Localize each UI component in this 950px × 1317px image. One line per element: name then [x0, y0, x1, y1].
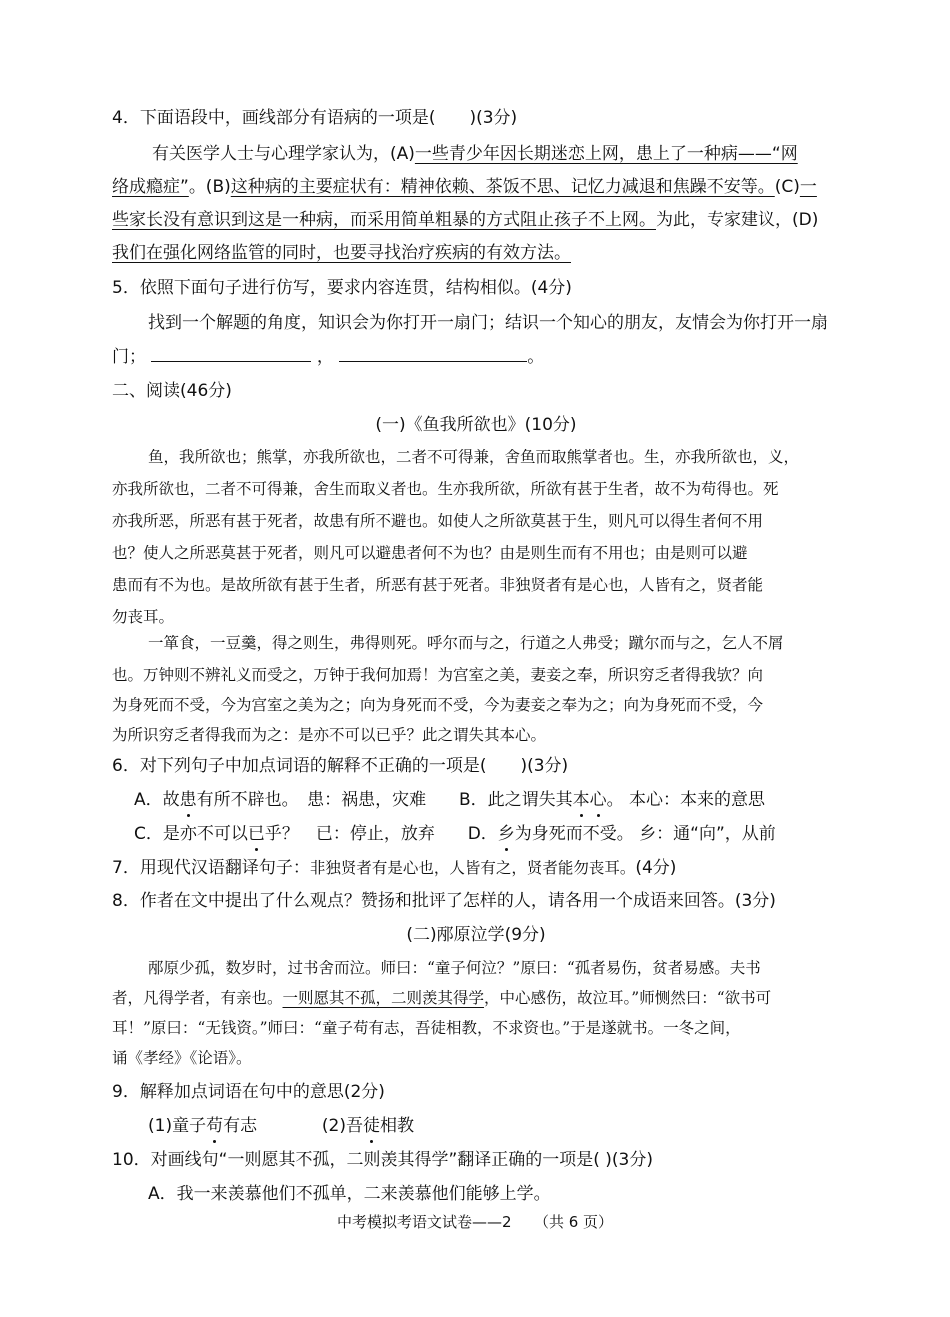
q6-options-row-1	[134, 788, 840, 812]
passage2-line: 诵《孝经》《论语》。	[112, 1049, 252, 1067]
q10-option-a[interactable]: A．我一来羡慕他们不孤单，二来羡慕他们能够上学。	[148, 1184, 551, 1204]
dotted-char: 本	[572, 790, 590, 810]
underlined-segment-c-cont: 些家长没有意识到这是一种病，而采用简单粗暴的方式阻止孩子不上网。	[112, 210, 656, 230]
q6-option-c[interactable]: C．是亦不可以已乎？ 已：停止，放弃	[134, 824, 435, 844]
q6-option-a[interactable]: A．故患有所不辟也。 患：祸患，灾难	[134, 790, 427, 810]
passage1-line: 一箪食，一豆羹，得之则生，弗得则死。呼尔而与之，行道之人弗受；蹴尔而与之，乞人不屑	[148, 634, 784, 652]
passage1-line: 也？使人之所恶莫甚于死者，则凡可以避患者何不为也？由是则生而有不用也；由是则可以避	[112, 544, 748, 562]
section-heading: 二、阅读(46分)	[112, 381, 232, 401]
q5-continuation: 门； ， 。	[112, 347, 545, 367]
passage2-title: (二)邴原泣学(9分)	[406, 925, 546, 945]
answer-blank-1[interactable]	[151, 345, 311, 362]
q4-paragraph-line-2: 络成瘾症”。(B)这种病的主要症状有：精神依赖、茶饭不思、记忆力减退和焦躁不安等。(C)一	[112, 177, 817, 197]
underlined-segment-b: 这种病的主要症状有：精神依赖、茶饭不思、记忆力减退和焦躁不安等。	[230, 177, 775, 197]
passage2-line: 邴原少孤，数岁时，过书舍而泣。师曰：“童子何泣？”原曰：“孤者易伤，贫者易感。夫书	[148, 959, 761, 977]
dotted-char: 苟	[206, 1116, 224, 1136]
q9-item-2: (2)吾徒相教	[321, 1116, 414, 1136]
passage1-line: 患而有不为也。是故所欲有甚于生者，所恶有甚于死者。非独贤者有是心也，人皆有之，贤者能	[112, 576, 764, 594]
q5-stem: 5．依照下面句子进行仿写，要求内容连贯，结构相似。(4分)	[112, 278, 572, 298]
dotted-char: 已	[247, 824, 265, 844]
passage1-line: 亦我所欲也，二者不可得兼，舍生而取义者也。生亦我所欲，所欲有甚于生者，故不为苟得也。死	[112, 480, 779, 498]
passage1-title: (一)《鱼我所欲也》(10分)	[375, 415, 577, 435]
q9-item-1: (1)童子苟有志	[148, 1116, 258, 1136]
passage2-line: 耳！”原曰：“无钱资。”师曰：“童子苟有志，吾徒相教，不求资也。”于是遂就书。一冬之间，	[112, 1019, 741, 1037]
page-footer: 中考模拟考语文试卷——2 （共 6 页）	[336, 1213, 614, 1231]
q9-stem: 9．解释加点词语在句中的意思(2分)	[112, 1082, 385, 1102]
passage1-line: 亦我所恶，所恶有甚于死者，故患有所不避也。如使人之所欲莫甚于生，则凡可以得生者何不用	[112, 512, 764, 530]
q6-option-b[interactable]: B．此之谓失其本心。 本心：本来的意思	[458, 790, 766, 810]
q10-stem: 10．对画线句“一则愿其不孤，二则羡其得学”翻译正确的一项是( )(3分)	[112, 1150, 653, 1170]
passage1-line: 为身死而不受，今为宫室之美为之；向为身死而不受，今为妻妾之奉为之；向为身死而不受，今	[112, 696, 764, 714]
passage1-line: 也。万钟则不辨礼义而受之，万钟于我何加焉！为宫室之美，妻妾之奉，所识穷乏者得我欤？向	[112, 666, 764, 684]
underlined-segment-a: 一些青少年因长期迷恋上网，患上了一种病——“网	[414, 144, 798, 164]
passage1-line: 勿丧耳。	[112, 608, 175, 626]
q5-sentence: 找到一个解题的角度，知识会为你打开一扇门；结识一个知心的朋友，友情会为你打开一扇	[148, 313, 828, 333]
dotted-char: 徒	[363, 1116, 380, 1136]
q4-paragraph-line-4	[112, 241, 840, 265]
q4-paragraph-line-3: 些家长没有意识到这是一种病，而采用简单粗暴的方式阻止孩子不上网。为此，专家建议，(D)	[112, 210, 819, 230]
passage2-line: 者，凡得学者，有亲也。一则愿其不孤，二则羡其得学，中心感伤，故泣耳。”师恻然曰：“欲书可	[112, 989, 772, 1007]
dotted-char: 患	[179, 790, 197, 810]
underlined-segment-c: 一	[799, 177, 817, 197]
q8-stem: 8．作者在文中提出了什么观点？赞扬和批评了怎样的人，请各用一个成语来回答。(3分)	[112, 891, 776, 911]
underlined-sentence: 一则愿其不孤，二则羡其得学	[282, 989, 485, 1007]
underlined-segment-d: 我们在强化网络监管的同时，也要寻找治疗疾病的有效方法。	[112, 243, 571, 263]
q6-options-row-2	[134, 822, 840, 846]
q6-option-d[interactable]: D．乡为身死而不受。 乡：通“向”，从前	[467, 824, 776, 844]
passage1-line: 鱼，我所欲也；熊掌，亦我所欲也，二者不可得兼，舍鱼而取熊掌者也。生，亦我所欲也，义，	[148, 448, 800, 466]
q6-stem: 6．对下列句子中加点词语的解释不正确的一项是( )(3分)	[112, 756, 569, 776]
q7-quote: 非独贤者有是心也，人皆有之，贤者能勿丧耳。	[309, 859, 636, 877]
answer-blank-2[interactable]	[339, 345, 527, 362]
dotted-char: 心	[589, 790, 607, 810]
q9-items	[148, 1114, 840, 1138]
passage1-line: 为所识穷乏者得我而为之：是亦不可以已乎？此之谓失其本心。	[112, 726, 547, 744]
q4-stem: 4．下面语段中，画线部分有语病的一项是( )(3分)	[112, 108, 518, 128]
dotted-char: 乡	[497, 824, 515, 844]
q7-stem: 7．用现代汉语翻译句子：非独贤者有是心也，人皆有之，贤者能勿丧耳。(4分)	[112, 858, 677, 878]
q4-paragraph-line-1: 有关医学人士与心理学家认为，(A)一些青少年因长期迷恋上网，患上了一种病——“网	[152, 144, 798, 164]
underlined-segment-a-cont: 络成瘾症”	[112, 177, 189, 197]
